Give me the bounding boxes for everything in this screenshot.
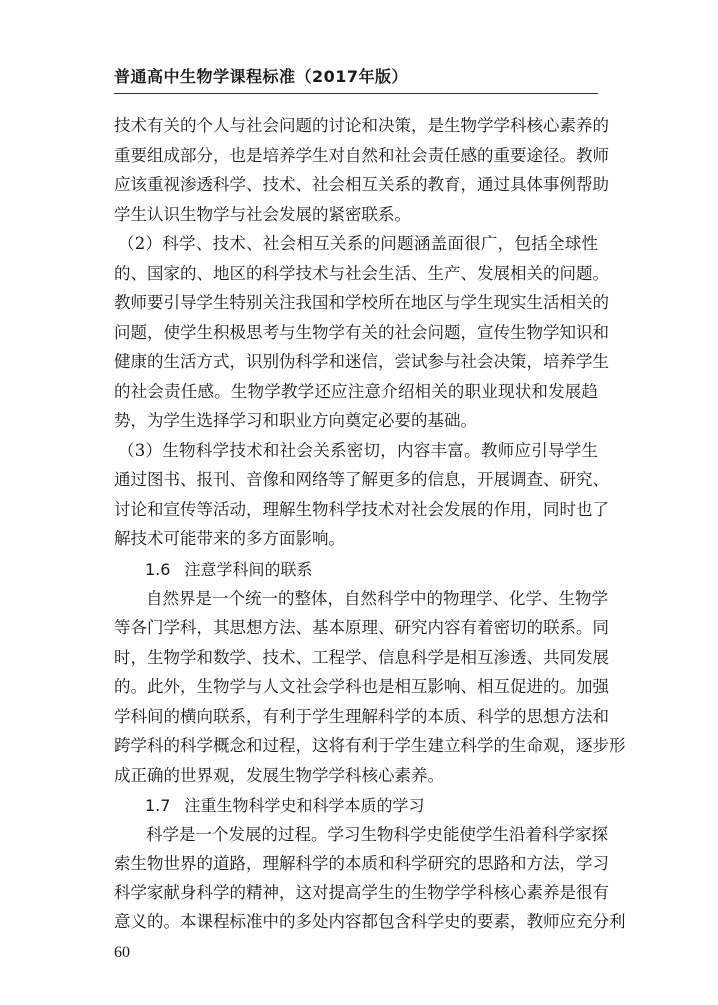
body-line: 时，生物学和数学、技术、工程学、信息科学是相互渗透、共同发展 — [114, 648, 609, 667]
body-line: 的、国家的、地区的科学技术与社会生活、生产、发展相关的问题。 — [114, 264, 609, 283]
section-number: 1.6 — [145, 560, 171, 579]
section-title: 注意学科间的联系 — [184, 560, 313, 579]
body-line: 学科间的横向联系，有利于学生理解科学的本质、科学的思想方法和 — [114, 707, 609, 726]
page-number: 60 — [114, 944, 130, 961]
body-line: 重要组成部分，也是培养学生对自然和社会责任感的重要途径。教师 — [114, 146, 609, 165]
body-line: 应该重视渗透科学、技术、社会相互关系的教育，通过具体事例帮助 — [114, 175, 609, 194]
body-line: 问题，使学生积极思考与生物学有关的社会问题，宣传生物学知识和 — [114, 323, 609, 342]
body-line: 意义的。本课程标准中的多处内容都包含科学史的要素，教师应充分利 — [114, 912, 626, 931]
body-line: 学生认识生物学与社会发展的紧密联系。 — [114, 205, 411, 224]
running-header: 普通高中生物学课程标准（2017年版） — [114, 67, 409, 86]
body-line: 自然界是一个统一的整体，自然科学中的物理学、化学、生物学 — [146, 589, 608, 608]
section-heading — [145, 796, 424, 816]
section-title: 注重生物科学史和科学本质的学习 — [184, 796, 425, 815]
section-heading — [145, 560, 312, 580]
section-number: 1.7 — [145, 796, 171, 815]
body-line: 势，为学生选择学习和职业方向奠定必要的基础。 — [114, 411, 477, 430]
body-line: 等各门学科，其思想方法、基本原理、研究内容有着密切的联系。同 — [114, 618, 609, 637]
body-line: （3）生物科学技术和社会关系密切，内容丰富。教师应引导学生 — [118, 441, 598, 460]
body-line: 的。此外，生物学与人文社会学科也是相互影响、相互促进的。加强 — [114, 677, 609, 696]
body-line: 技术有关的个人与社会问题的讨论和决策，是生物学学科核心素养的 — [114, 116, 609, 135]
body-line: 跨学科的科学概念和过程，这将有利于学生建立科学的生命观，逐步形 — [114, 736, 626, 755]
header-rule — [114, 93, 598, 94]
body-line: 科学是一个发展的过程。学习生物科学史能使学生沿着科学家探 — [146, 825, 608, 844]
body-line: 成正确的世界观，发展生物学学科核心素养。 — [114, 766, 444, 785]
body-line: 教师要引导学生特别关注我国和学校所在地区与学生现实生活相关的 — [114, 293, 609, 312]
body-line: 讨论和宣传等活动，理解生物科学技术对社会发展的作用，同时也了 — [114, 500, 609, 519]
body-line: 科学家献身科学的精神，这对提高学生的生物学学科核心素养是很有 — [114, 883, 609, 902]
body-line: （2）科学、技术、社会相互关系的问题涵盖面很广，包括全球性 — [118, 234, 598, 253]
body-line: 健康的生活方式，识别伪科学和迷信，尝试参与社会决策，培养学生 — [114, 352, 609, 371]
body-line: 通过图书、报刊、音像和网络等了解更多的信息，开展调查、研究、 — [114, 470, 609, 489]
body-line: 的社会责任感。生物学教学还应注意介绍相关的职业现状和发展趋 — [114, 382, 598, 401]
body-line: 解技术可能带来的多方面影响。 — [114, 529, 345, 548]
body-line: 索生物世界的道路，理解科学的本质和科学研究的思路和方法，学习 — [114, 854, 609, 873]
